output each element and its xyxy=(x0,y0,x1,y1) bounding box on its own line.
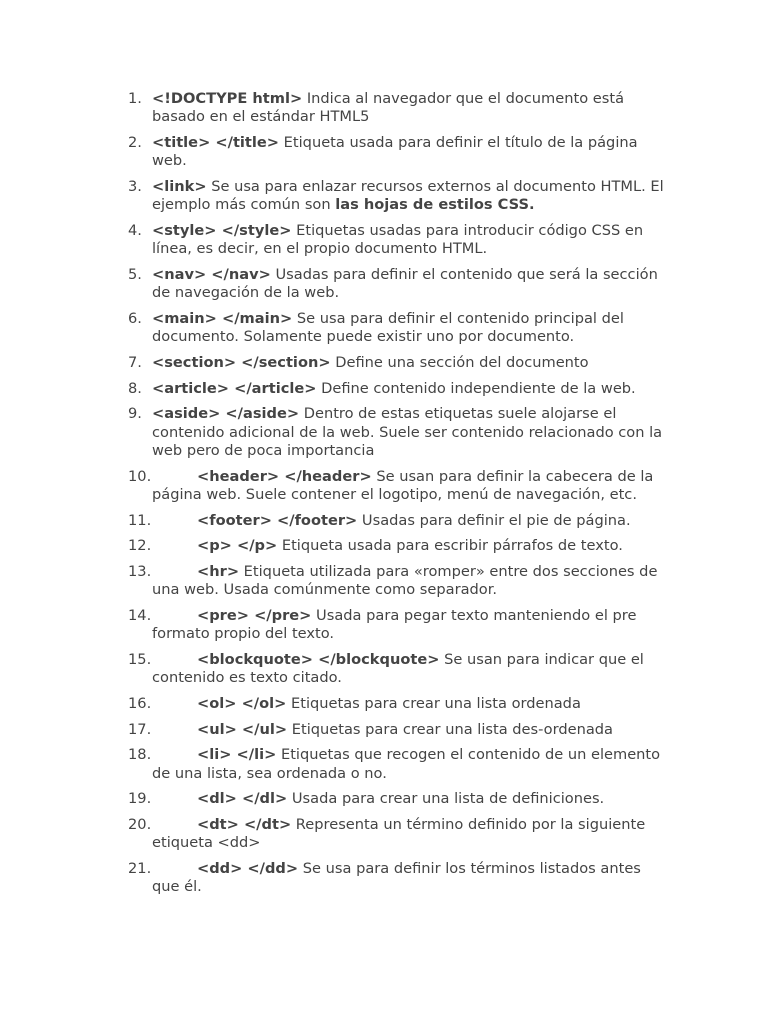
item-number: 17. xyxy=(128,720,152,738)
item-tag: <blockquote> </blockquote> xyxy=(197,650,440,668)
item-description: Se usa para enlazar recursos externos al documento HTML. El ejemplo más común son xyxy=(152,177,664,214)
list-item xyxy=(128,178,664,215)
list-item xyxy=(128,721,664,739)
item-description: Dentro de estas etiquetas suele alojarse el contenido adicional de la web. Suele ser contenido relacionado con la web pero de poca importancia xyxy=(152,405,663,459)
item-description: Representa un término definido por la siguiente etiqueta <dd> xyxy=(152,815,646,852)
item-tag: <hr> xyxy=(197,562,240,580)
item-number: 8. xyxy=(128,379,142,397)
item-description: Etiquetas que recogen el contenido de un elemento de una lista, sea ordenada o no. xyxy=(152,746,661,782)
html-tags-list xyxy=(128,90,664,904)
item-number: 18. xyxy=(128,746,152,764)
item-description: Etiqueta usada para definir el título de la página web. xyxy=(152,133,638,170)
item-tag: <section> </section> xyxy=(152,353,331,371)
item-tag: <dl> </dl> xyxy=(197,790,288,808)
list-item xyxy=(128,563,664,600)
list-item xyxy=(128,860,664,897)
item-description: Etiqueta utilizada para «romper» entre dos secciones de una web. Usada comúnmente como separador. xyxy=(152,562,658,599)
item-tag: <main> </main> xyxy=(152,309,293,327)
item-description: Usada para crear una lista de definiciones. xyxy=(287,790,605,808)
item-tag: <aside> </aside> xyxy=(152,405,300,423)
item-description: Usada para pegar texto manteniendo el pre formato propio del texto. xyxy=(152,606,637,643)
item-description: Define una sección del documento xyxy=(330,353,589,371)
item-description: Usadas para definir el pie de página. xyxy=(357,511,631,529)
item-tag: <ol> </ol> xyxy=(197,694,287,712)
list-item xyxy=(128,651,664,688)
item-tag: <p> </p> xyxy=(197,537,278,555)
list-item xyxy=(128,816,664,853)
item-tag: <style> </style> xyxy=(152,221,292,239)
item-number: 19. xyxy=(128,790,152,808)
item-number: 7. xyxy=(128,353,142,371)
item-number: 4. xyxy=(128,221,142,239)
item-tag: <dt> </dt> xyxy=(197,815,292,833)
item-description: Usadas para definir el contenido que será la sección de navegación de la web. xyxy=(152,265,658,302)
item-description: Se usan para definir la cabecera de la página web. Suele contener el logotipo, menú de navegación, etc. xyxy=(152,467,654,503)
item-description: Etiquetas para crear una lista ordenada xyxy=(286,694,581,712)
item-description: Etiqueta usada para escribir párrafos de texto. xyxy=(277,537,623,555)
item-description: Se usa para definir los términos listados antes que él. xyxy=(152,859,641,896)
item-tag: <!DOCTYPE html> xyxy=(152,90,303,107)
item-tag: <article> </article> xyxy=(152,379,317,397)
item-number: 9. xyxy=(128,405,142,423)
item-number: 21. xyxy=(128,859,152,877)
item-description: Se usan para indicar que el contenido es texto citado. xyxy=(152,650,644,687)
item-description: Se usa para definir el contenido principal del documento. Solamente puede existir uno por documento. xyxy=(152,309,624,346)
item-tag: <link> xyxy=(152,177,207,195)
list-item xyxy=(128,266,664,303)
item-description: Indica al navegador que el documento está basado en el estándar HTML5 xyxy=(152,90,625,126)
item-number: 13. xyxy=(128,562,152,580)
item-tag: <title> </title> xyxy=(152,133,280,151)
item-number: 1. xyxy=(128,90,142,107)
item-tag: <nav> </nav> xyxy=(152,265,271,283)
item-description: Etiquetas para crear una lista des-ordenada xyxy=(287,720,613,738)
list-item xyxy=(128,380,664,398)
item-number: 12. xyxy=(128,537,152,555)
item-bold-phrase: las hojas de estilos CSS. xyxy=(335,196,535,214)
list-item xyxy=(128,512,664,530)
item-number: 2. xyxy=(128,133,142,151)
item-number: 11. xyxy=(128,511,152,529)
list-item xyxy=(128,310,664,347)
item-tag: <pre> </pre> xyxy=(197,606,312,624)
list-item xyxy=(128,354,664,372)
list-item xyxy=(128,222,664,259)
item-number: 6. xyxy=(128,309,142,327)
item-number: 20. xyxy=(128,815,152,833)
item-description: Define contenido independiente de la web. xyxy=(316,379,636,397)
item-number: 10. xyxy=(128,467,152,485)
item-tag: <ul> </ul> xyxy=(197,720,288,738)
item-number: 15. xyxy=(128,650,152,668)
item-description: Etiquetas usadas para introducir código CSS en línea, es decir, en el propio documento HTML. xyxy=(152,221,644,258)
item-tag: <dd> </dd> xyxy=(197,859,299,877)
item-number: 16. xyxy=(128,694,152,712)
item-tag: <li> </li> xyxy=(197,746,277,764)
list-item xyxy=(128,134,664,171)
item-number: 14. xyxy=(128,606,152,624)
item-number: 3. xyxy=(128,177,142,195)
list-item xyxy=(128,405,664,460)
list-item xyxy=(128,90,664,127)
list-item xyxy=(128,607,664,644)
item-tag: <header> </header> xyxy=(197,467,372,485)
list-item xyxy=(128,790,664,808)
list-item xyxy=(128,537,664,555)
list-item xyxy=(128,468,664,505)
list-item xyxy=(128,746,664,783)
item-number: 5. xyxy=(128,265,142,283)
item-tag: <footer> </footer> xyxy=(197,511,358,529)
list-item xyxy=(128,695,664,713)
